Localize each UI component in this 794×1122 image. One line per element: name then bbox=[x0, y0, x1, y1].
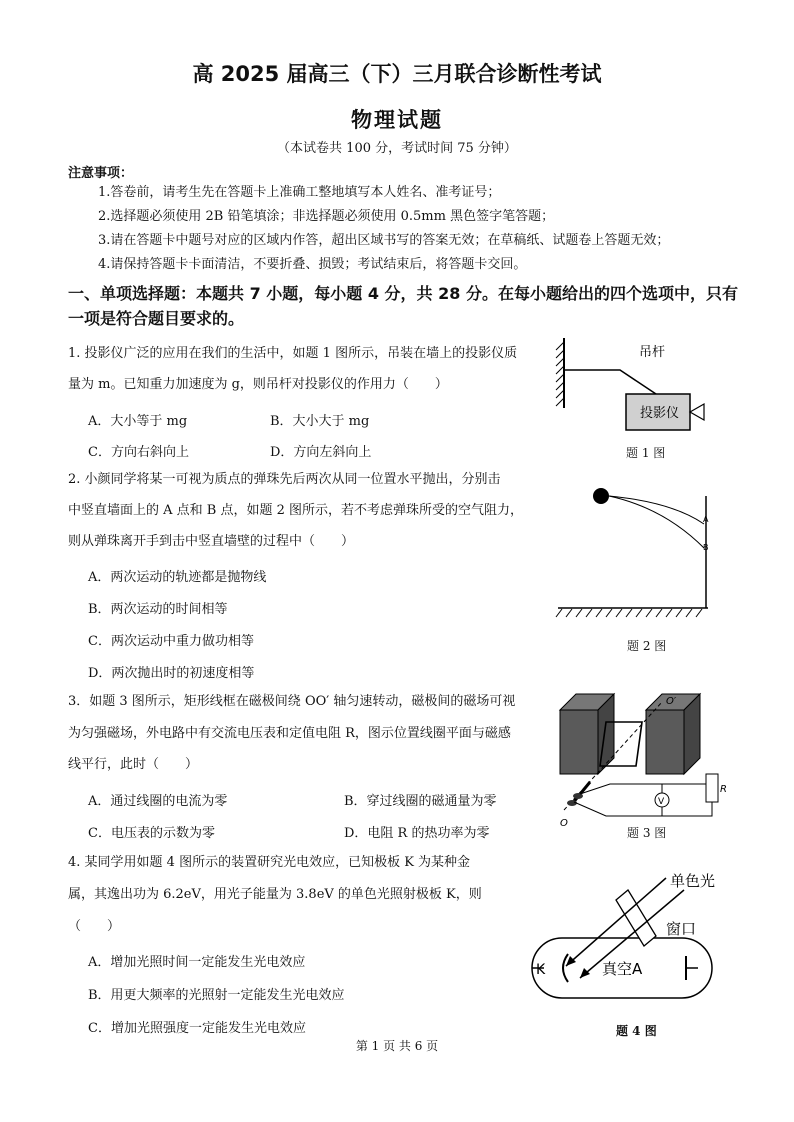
q2-figure bbox=[552, 478, 718, 620]
note-item: 3.请在答题卡中题号对应的区域内作答，超出区域书写的答案无效；在草稿纸、试题卷上答题无效； bbox=[98, 233, 670, 248]
q2-option-c: C．两次运动中重力做功相等 bbox=[88, 634, 254, 649]
q1-caption: 题 1 图 bbox=[626, 446, 666, 460]
q3-option-a: A．通过线圈的电流为零 bbox=[88, 794, 228, 809]
q2-label-b: B bbox=[703, 543, 709, 552]
q3-stem-line2: 为匀强磁场，外电路中有交流电压表和定值电阻 R，图示位置线圈平面与磁感 bbox=[68, 726, 511, 741]
q1-option-c: C．方向右斜向上 bbox=[88, 445, 189, 460]
q4-stem-line1: 4. 某同学用如题 4 图所示的装置研究光电效应，已知极板 K 为某种金 bbox=[68, 855, 471, 870]
q3-label-r: R bbox=[720, 784, 727, 795]
q1-label-projector: 投影仪 bbox=[640, 406, 680, 421]
q3-stem-line1: 3．如题 3 图所示，矩形线框在磁极间绕 OO′ 轴匀速转动，磁极间的磁场可视 bbox=[68, 694, 516, 709]
q4-label-light: 单色光 bbox=[670, 872, 716, 890]
q2-option-a: A．两次运动的轨迹都是抛物线 bbox=[88, 570, 267, 585]
q2-stem-line3: 则从弹珠离开手到击中竖直墙壁的过程中（ ） bbox=[68, 534, 355, 549]
q1-figure bbox=[548, 336, 708, 448]
q4-stem-line2: 属，其逸出功为 6.2eV，用光子能量为 3.8eV 的单色光照射极板 K，则 bbox=[68, 887, 482, 902]
q3-label-voltmeter: V bbox=[658, 797, 665, 807]
paper-info: （本试卷共 100 分，考试时间 75 分钟） bbox=[277, 141, 517, 156]
q1-label-rod: 吊杆 bbox=[639, 345, 666, 360]
exam-title: 高 2025 届高三（下）三月联合诊断性考试 bbox=[192, 62, 602, 86]
q4-stem-line3: （ ） bbox=[68, 919, 121, 934]
page-number: 第 1 页 共 6 页 bbox=[355, 1039, 439, 1053]
note-item: 2.选择题必须使用 2B 铅笔填涂；非选择题必须使用 0.5mm 黑色签字笔答题； bbox=[98, 209, 555, 224]
q4-option-b: B．用更大频率的光照射一定能发生光电效应 bbox=[88, 988, 345, 1003]
q2-stem-line1: 2. 小颜同学将某一可视为质点的弹珠先后两次从同一位置水平抛出，分别击 bbox=[68, 472, 501, 487]
q4-caption: 题 4 图 bbox=[616, 1024, 657, 1038]
q2-caption: 题 2 图 bbox=[627, 639, 667, 653]
q4-label-vacuum: 真空A bbox=[602, 960, 643, 978]
q1-option-a: A．大小等于 mg bbox=[88, 414, 188, 429]
q4-option-c: C．增加光照强度一定能发生光电效应 bbox=[88, 1021, 306, 1036]
section-heading-line2: 一项是符合题目要求的。 bbox=[68, 309, 245, 328]
q4-label-k: K bbox=[536, 962, 546, 978]
q2-label-a: A bbox=[703, 515, 709, 524]
note-item: 4.请保持答题卡卡面清洁，不要折叠、损毁；考试结束后，将答题卡交回。 bbox=[98, 257, 527, 272]
notes-heading: 注意事项： bbox=[68, 166, 134, 181]
q4-label-window: 窗口 bbox=[666, 920, 697, 938]
q1-option-d: D．方向左斜向上 bbox=[270, 445, 372, 460]
q3-option-b: B．穿过线圈的磁通量为零 bbox=[344, 794, 497, 809]
note-item: 1.答卷前，请考生先在答题卡上准确工整地填写本人姓名、准考证号； bbox=[98, 185, 501, 200]
q3-caption: 题 3 图 bbox=[627, 826, 667, 840]
q1-stem-line1: 1. 投影仪广泛的应用在我们的生活中，如题 1 图所示，吊装在墙上的投影仪质 bbox=[68, 346, 518, 361]
q3-stem-line3: 线平行，此时（ ） bbox=[68, 757, 199, 772]
q2-option-d: D．两次抛出时的初速度相等 bbox=[88, 666, 255, 681]
q3-option-d: D．电阻 R 的热功率为零 bbox=[344, 826, 490, 841]
q3-figure bbox=[550, 688, 730, 828]
section-heading-line1: 一、单项选择题：本题共 7 小题，每小题 4 分，共 28 分。在每小题给出的四个选项中，只有 bbox=[68, 284, 738, 303]
q3-option-c: C．电压表的示数为零 bbox=[88, 826, 215, 841]
q3-label-o: O bbox=[560, 818, 568, 828]
q4-option-a: A．增加光照时间一定能发生光电效应 bbox=[88, 955, 306, 970]
q2-stem-line2: 中竖直墙面上的 A 点和 B 点，如题 2 图所示，若不考虑弹珠所受的空气阻力， bbox=[68, 503, 524, 518]
q1-stem-line2: 量为 m。已知重力加速度为 g，则吊杆对投影仪的作用力（ ） bbox=[68, 377, 448, 392]
q1-option-b: B．大小大于 mg bbox=[270, 414, 370, 429]
q3-label-o-prime: O′ bbox=[666, 696, 677, 707]
q2-option-b: B．两次运动的时间相等 bbox=[88, 602, 228, 617]
q4-figure bbox=[506, 866, 722, 1018]
subject-title: 物理试题 bbox=[351, 108, 443, 132]
